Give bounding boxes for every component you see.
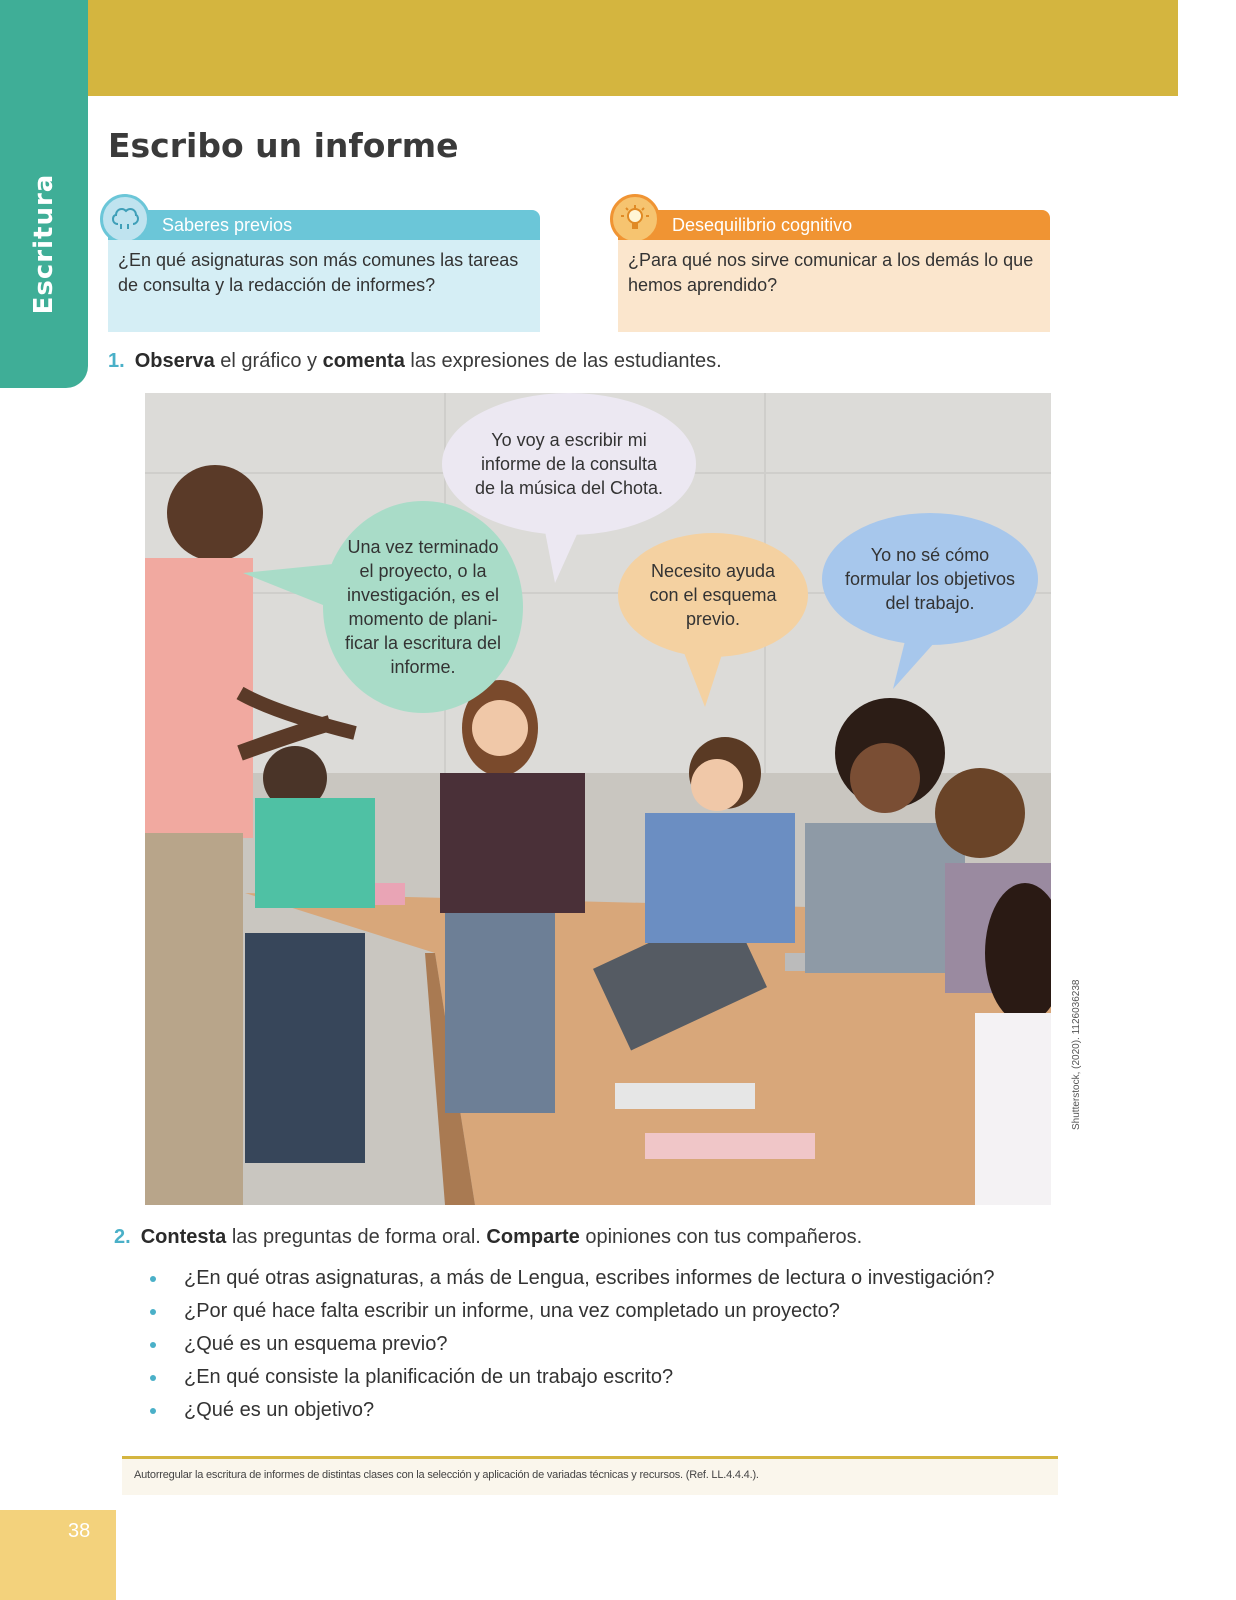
activity-1-verb-comenta: comenta [322,350,405,372]
speech-bubble-boy-right: Yo no sé cómo formular los objetivos del trabajo. [822,513,1038,645]
classroom-photo [145,393,1051,1205]
photo-credit: Shutterstock, (2020). 1126036238 [1071,979,1082,1130]
saberes-previos-header: Saberes previos [108,210,540,240]
speech-bubble-teacher-tail [243,553,353,633]
list-item: ¿Qué es un objetivo? [148,1394,994,1427]
activity-2-number: 2. [114,1226,131,1248]
desequilibrio-cognitivo-box [618,210,1050,332]
list-item: ¿Por qué hace falta escribir un informe, una vez completado un proyecto? [148,1295,994,1328]
brain-icon [100,194,150,244]
saberes-previos-box [108,210,540,332]
skill-footer-text: Autorregular la escritura de informes de distintas clases con la selección y aplicación de variadas técnicas y recursos. (Ref. LL.4.4.4.). [134,1469,759,1481]
desequilibrio-cognitivo-header: Desequilibrio cognitivo [618,210,1050,240]
desequilibrio-cognitivo-question: ¿Para qué nos sirve comunicar a los demás lo que hemos aprendido? [618,240,1050,332]
activity-1-verb-observa: Observa [134,350,215,372]
lightbulb-icon [610,194,660,244]
speech-bubble-boy-right-tail [887,633,947,693]
page-number: 38 [68,1520,91,1542]
section-tab-label: Escritura [29,173,59,315]
speech-bubble-girl: Yo voy a escribir mi informe de la consulta de la música del Chota. [442,393,696,535]
activity-1-text-rest: las expresiones de las estudiantes. [404,350,722,372]
speech-bubble-boy-middle: Necesito ayuda con el esquema previo. [618,533,808,657]
activity-1-instruction [108,350,722,373]
activity-2-text-mid: las preguntas de forma oral. [226,1226,487,1248]
top-color-band [88,0,1178,96]
skill-footer [122,1456,1058,1495]
activity-2-verb-contesta: Contesta [140,1226,227,1248]
activity-1-number: 1. [108,350,125,372]
speech-bubble-girl-tail [533,521,593,591]
activity-1-text-mid: el gráfico y [214,350,323,372]
activity-2-verb-comparte: Comparte [486,1226,580,1248]
question-list [148,1262,994,1427]
section-side-tab [0,0,88,388]
list-item: ¿Qué es un esquema previo? [148,1328,994,1361]
saberes-previos-question: ¿En qué asignaturas son más comunes las tareas de consulta y la redacción de informes? [108,240,540,332]
activity-2-instruction [114,1226,862,1249]
activity-2-text-rest: opiniones con tus compañeros. [579,1226,863,1248]
speech-bubble-teacher: Una vez terminado el proyecto, o la investigación, es el momento de plani-ficar la escritura del informe. [323,501,523,713]
speech-bubble-boy-middle-tail [681,645,731,715]
page-number-block [0,1510,116,1600]
page-title: Escribo un informe [108,126,459,165]
list-item: ¿En qué otras asignaturas, a más de Lengua, escribes informes de lectura o investigación? [148,1262,994,1295]
list-item: ¿En qué consiste la planificación de un trabajo escrito? [148,1361,994,1394]
